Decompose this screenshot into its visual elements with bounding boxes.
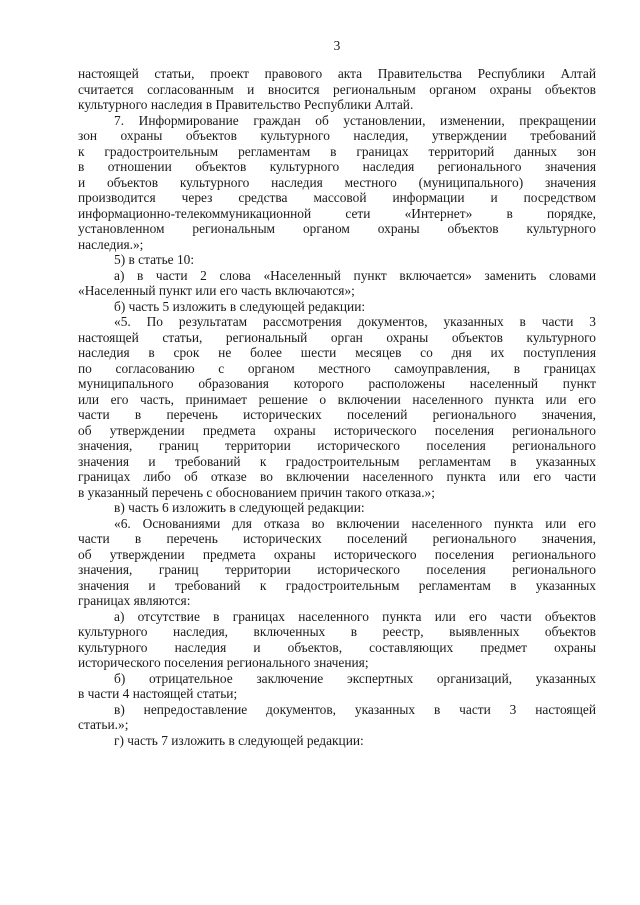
text-line: в отношении объектов культурного наследия регионального значения bbox=[78, 159, 596, 174]
text-line: по согласованию с органом местного самоуправления, в границах bbox=[78, 360, 596, 376]
text-line: «Населенный пункт или его часть включаются»; bbox=[78, 283, 355, 298]
text-line: части в перечень исторических поселений регионального значения, bbox=[78, 531, 596, 546]
text-line: муниципального образования которого расположены населенный пункт bbox=[78, 376, 596, 391]
text-line: в части 4 настоящей статьи; bbox=[78, 686, 238, 701]
text-line: б) часть 5 изложить в следующей редакции: bbox=[114, 298, 366, 314]
page-number: 3 bbox=[333, 38, 341, 53]
text-line: к градостроительным регламентам в границах территорий данных зон bbox=[78, 143, 596, 159]
text-line: 5) в статье 10: bbox=[114, 252, 195, 267]
text-line: исторического поселения регионального значения; bbox=[78, 655, 369, 670]
text-line: границах являются: bbox=[78, 593, 191, 608]
text-line: производится через средства массовой информации и посредством bbox=[78, 190, 596, 205]
text-line: в) непредоставление документов, указанных в части 3 настоящей bbox=[114, 701, 596, 717]
text-line: б) отрицательное заключение экспертных организаций, указанных bbox=[114, 670, 596, 686]
text-line: границах либо об отказе во включении населенного пункта или его части bbox=[78, 469, 596, 484]
text-line: настоящей статьи, проект правового акта Правительства Республики Алтай bbox=[78, 66, 596, 81]
text-line: «6. Основаниями для отказа во включении населенного пункта или его bbox=[114, 515, 596, 531]
text-line: и объектов культурного наследия местного (муниципального) значения bbox=[78, 174, 596, 190]
text-line: «5. По результатам рассмотрения документов, указанных в части 3 bbox=[114, 314, 596, 329]
text-line: наследия в срок не более шести месяцев со дня их поступления bbox=[78, 345, 596, 360]
text-line: значения, границ территории исторического поселения регионального bbox=[78, 438, 596, 453]
text-line: 7. Информирование граждан об установлении, изменении, прекращении bbox=[114, 112, 596, 128]
text-line: считается согласованным и вносится региональным органом охраны объектов bbox=[78, 81, 596, 97]
text-line: в указанный перечень с обоснованием причин такого отказа.»; bbox=[78, 484, 435, 500]
text-line: об утверждении предмета охраны исторического поселения регионального bbox=[78, 422, 596, 438]
text-line: а) в части 2 слова «Населенный пункт включается» заменить словами bbox=[114, 267, 596, 283]
text-line: об утверждении предмета охраны исторического поселения регионального bbox=[78, 546, 596, 562]
text-line: культурного наследия и объектов, составляющих предмет охраны bbox=[78, 639, 596, 655]
text-line: установленном региональным органом охраны объектов культурного bbox=[78, 221, 596, 236]
text-line: культурного наследия в Правительство Республики Алтай. bbox=[78, 97, 414, 112]
text-line: зон охраны объектов культурного наследия, утверждении требований bbox=[78, 128, 596, 143]
text-line: культурного наследия, включенных в реестр, выявленных объектов bbox=[78, 624, 596, 639]
text-line: части в перечень исторических поселений регионального значения, bbox=[78, 407, 596, 422]
text-line: настоящей статьи, региональный орган охраны объектов культурного bbox=[78, 329, 596, 345]
document-body bbox=[78, 66, 596, 748]
text-line: информационно-телекоммуникационной сети «Интернет» в порядке, bbox=[78, 205, 596, 221]
text-line: или его часть, принимает решение о включении населенного пункта или его bbox=[78, 391, 596, 407]
document-page bbox=[78, 0, 596, 905]
text-line: статьи.»; bbox=[78, 717, 129, 732]
text-line: значения, границ территории исторического поселения регионального bbox=[78, 562, 596, 577]
text-line: г) часть 7 изложить в следующей редакции: bbox=[114, 732, 364, 748]
text-line: наследия.»; bbox=[78, 236, 144, 252]
text-line: значения и требований к градостроительным регламентам в указанных bbox=[78, 577, 596, 593]
text-line: в) часть 6 изложить в следующей редакции: bbox=[114, 500, 365, 515]
text-line: значения и требований к градостроительным регламентам в указанных bbox=[78, 453, 596, 469]
text-line: а) отсутствие в границах населенного пункта или его части объектов bbox=[114, 608, 596, 624]
